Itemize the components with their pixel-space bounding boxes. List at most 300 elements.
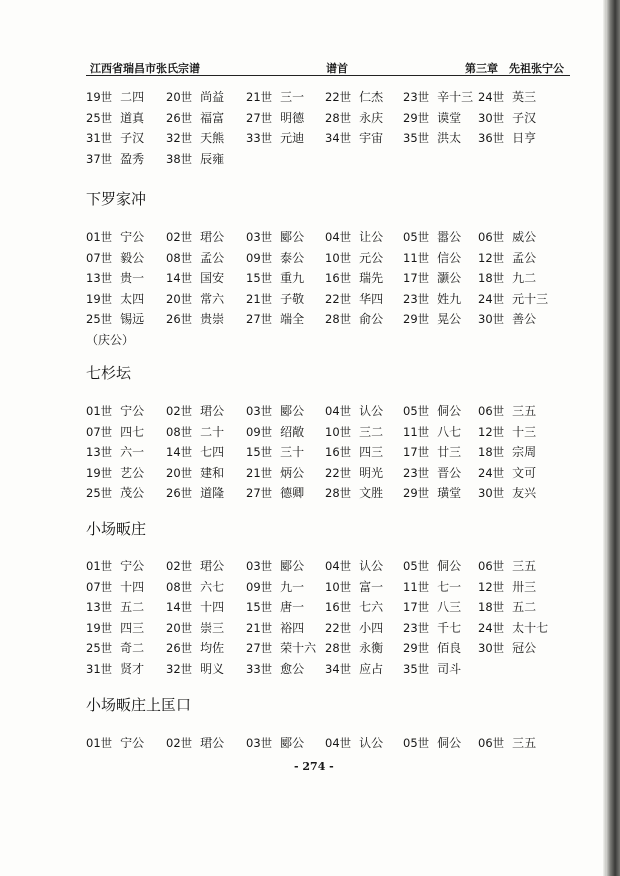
generation-number: 08世 <box>166 424 193 439</box>
generation-entry <box>86 88 144 105</box>
generation-number: 32世 <box>166 661 193 676</box>
generation-number: 09世 <box>246 250 273 265</box>
generation-number: 19世 <box>86 291 113 306</box>
generation-entry <box>86 269 144 286</box>
generation-number: 06世 <box>478 230 505 244</box>
ancestor-name: 珺公 <box>200 559 225 573</box>
generation-entry <box>166 660 224 677</box>
ancestor-name: 建和 <box>200 465 225 480</box>
ancestor-name: 珺公 <box>200 736 225 750</box>
ancestor-name: 道隆 <box>200 486 225 500</box>
generation-row <box>86 639 576 660</box>
ancestor-name: 三五 <box>512 736 537 750</box>
generation-number: 37世 <box>86 151 113 166</box>
generation-number: 23世 <box>403 465 430 480</box>
generation-number: 14世 <box>166 271 193 285</box>
ancestor-name: 辛十三 <box>437 90 474 104</box>
ancestor-name: 贵崇 <box>200 312 225 326</box>
generation-number: 28世 <box>325 312 352 326</box>
ancestor-name: 威公 <box>512 230 537 244</box>
generation-number: 20世 <box>166 291 193 306</box>
ancestor-name: 善公 <box>512 312 537 326</box>
generation-number: 22世 <box>325 90 352 104</box>
generation-number: 29世 <box>403 110 430 125</box>
generation-number: 34世 <box>325 661 352 676</box>
generation-entry <box>86 310 144 327</box>
generation-entry <box>246 88 304 105</box>
generation-entry <box>325 578 383 595</box>
ancestor-name: 宁公 <box>120 559 145 573</box>
generation-number: 17世 <box>403 445 430 459</box>
ancestor-name: 三一 <box>280 90 305 104</box>
generation-number: 08世 <box>166 250 193 265</box>
generation-entry <box>86 150 144 167</box>
generation-number: 20世 <box>166 90 193 104</box>
generation-entry <box>86 228 144 245</box>
generation-entry <box>166 734 224 751</box>
generation-entry <box>325 88 383 105</box>
ancestor-name: 洪太 <box>437 131 462 145</box>
header-chapter: 第三章 先祖张宁公 <box>465 62 564 75</box>
generation-entry <box>403 660 461 677</box>
ancestor-name: 晃公 <box>437 312 462 326</box>
ancestor-name: 华四 <box>359 291 384 306</box>
ancestor-name: 七四 <box>200 445 225 459</box>
ancestor-name: 文胜 <box>359 486 384 500</box>
generation-entry <box>86 484 144 501</box>
generation-entry <box>325 228 383 245</box>
ancestor-name: 宗周 <box>512 445 537 459</box>
ancestor-name: 侗公 <box>437 404 462 418</box>
ancestor-name: 应占 <box>359 661 384 676</box>
generation-number: 24世 <box>478 620 505 635</box>
generation-entry <box>478 578 536 595</box>
generation-entry <box>166 443 224 460</box>
generation-entry <box>478 310 536 327</box>
generation-entry <box>403 639 461 656</box>
generation-entry <box>166 88 224 105</box>
generation-number: 01世 <box>86 404 113 418</box>
generation-entry <box>325 443 383 460</box>
generation-entry <box>478 443 536 460</box>
generation-row <box>86 464 576 485</box>
generation-entry <box>86 290 144 307</box>
generation-entry <box>86 129 144 146</box>
ancestor-name: 常六 <box>200 291 225 306</box>
ancestor-name: 奇二 <box>120 641 145 655</box>
generation-number: 01世 <box>86 736 113 750</box>
generation-entry <box>403 598 461 615</box>
generation-number: 18世 <box>478 600 505 614</box>
generation-number: 07世 <box>86 579 113 594</box>
generation-entry <box>166 464 224 481</box>
generation-row <box>86 310 576 331</box>
generation-row <box>86 734 576 755</box>
generation-number: 29世 <box>403 312 430 326</box>
generation-number: 04世 <box>325 230 352 244</box>
ancestor-name: 三二 <box>359 424 384 439</box>
generation-number: 30世 <box>478 486 505 500</box>
generation-number: 13世 <box>86 445 113 459</box>
page-number: - 274 - <box>294 760 334 773</box>
ancestor-name: （庆公） <box>86 332 135 347</box>
ancestor-name: 宁公 <box>120 230 145 244</box>
generation-number: 15世 <box>246 445 273 459</box>
generation-entry <box>246 619 304 636</box>
ancestor-name: 泰公 <box>280 250 305 265</box>
generation-entry <box>403 619 461 636</box>
generation-entry <box>246 598 304 615</box>
ancestor-name: 荣十六 <box>280 641 317 655</box>
generation-entry <box>403 734 461 751</box>
ancestor-name: 三十 <box>280 445 305 459</box>
generation-number: 22世 <box>325 291 352 306</box>
generation-number: 34世 <box>325 131 352 145</box>
generation-entry <box>166 402 224 419</box>
generation-entry <box>478 484 536 501</box>
ancestor-name: 端全 <box>280 312 305 326</box>
header-section: 谱首 <box>326 62 348 75</box>
header-divider <box>86 75 570 76</box>
generation-number: 12世 <box>478 424 505 439</box>
generation-number: 30世 <box>478 312 505 326</box>
generation-entry <box>86 734 144 751</box>
ancestor-name: 英三 <box>512 90 537 104</box>
generation-row <box>86 423 576 444</box>
ancestor-name: 嚣公 <box>437 230 462 244</box>
generation-entry <box>246 228 304 245</box>
running-header <box>86 56 570 76</box>
generation-entry <box>166 484 224 501</box>
generation-entry <box>403 578 461 595</box>
generation-number: 24世 <box>478 90 505 104</box>
generation-entry <box>325 269 383 286</box>
ancestor-name: 珺公 <box>200 230 225 244</box>
ancestor-name: 六一 <box>120 445 145 459</box>
ancestor-name: 绍敞 <box>280 424 305 439</box>
generation-entry <box>246 557 304 574</box>
ancestor-name: 福富 <box>200 110 225 125</box>
ancestor-name: 二十 <box>200 424 225 439</box>
generation-number: 22世 <box>325 620 352 635</box>
generation-entry <box>403 249 461 266</box>
generation-entry <box>325 464 383 481</box>
generation-number: 26世 <box>166 641 193 655</box>
generation-entry <box>478 249 536 266</box>
ancestor-name: 九一 <box>280 579 305 594</box>
generation-number: 17世 <box>403 600 430 614</box>
generation-entry <box>325 423 383 440</box>
ancestor-name: 五二 <box>512 600 537 614</box>
ancestor-name: 孟公 <box>200 250 225 265</box>
generation-row <box>86 331 576 352</box>
ancestor-name: 珺公 <box>200 404 225 418</box>
ancestor-name: 元公 <box>359 250 384 265</box>
generation-number: 38世 <box>166 151 193 166</box>
generation-table-xialuojiachong <box>86 228 576 351</box>
generation-entry <box>478 598 536 615</box>
generation-entry <box>325 619 383 636</box>
generation-number: 25世 <box>86 110 113 125</box>
generation-number: 24世 <box>478 291 505 306</box>
generation-entry <box>325 249 383 266</box>
generation-entry <box>478 557 536 574</box>
ancestor-name: 富一 <box>359 579 384 594</box>
generation-entry <box>166 310 224 327</box>
generation-entry <box>403 310 461 327</box>
ancestor-name: 太十七 <box>512 620 549 635</box>
generation-number: 03世 <box>246 404 273 418</box>
generation-number: 22世 <box>325 465 352 480</box>
section-title-xialuojiachong: 下罗家冲 <box>86 190 147 208</box>
ancestor-name: 晋公 <box>437 465 462 480</box>
ancestor-name: 郾公 <box>280 736 305 750</box>
generation-number: 30世 <box>478 110 505 125</box>
generation-number: 12世 <box>478 250 505 265</box>
section-title-xiaochangfanzhuang: 小场畈庄 <box>86 520 147 538</box>
generation-entry <box>403 228 461 245</box>
ancestor-name: 卅三 <box>512 579 537 594</box>
ancestor-name: 永庆 <box>359 110 384 125</box>
generation-row <box>86 660 576 681</box>
ancestor-name: 仁杰 <box>359 90 384 104</box>
generation-entry <box>403 402 461 419</box>
ancestor-name: 佰良 <box>437 641 462 655</box>
generation-entry <box>246 423 304 440</box>
generation-entry <box>403 423 461 440</box>
ancestor-name: 二四 <box>120 90 145 104</box>
generation-entry <box>166 639 224 656</box>
ancestor-name: 十四 <box>200 600 225 614</box>
generation-number: 36世 <box>478 131 505 145</box>
generation-number: 20世 <box>166 620 193 635</box>
generation-entry <box>478 734 536 751</box>
generation-number: 27世 <box>246 110 273 125</box>
generation-entry <box>246 269 304 286</box>
ancestor-name: 十三 <box>512 424 537 439</box>
generation-entry <box>246 109 304 126</box>
generation-entry <box>166 423 224 440</box>
generation-row <box>86 578 576 599</box>
ancestor-name: 道真 <box>120 110 145 125</box>
ancestor-name: 俞公 <box>359 312 384 326</box>
book-binding-edge <box>606 0 620 876</box>
generation-entry <box>246 734 304 751</box>
generation-number: 33世 <box>246 661 273 676</box>
ancestor-name: 认公 <box>359 404 384 418</box>
ancestor-name: 日亨 <box>512 131 537 145</box>
ancestor-name: 小四 <box>359 620 384 635</box>
generation-number: 03世 <box>246 230 273 244</box>
ancestor-name: 姓九 <box>437 291 462 306</box>
generation-number: 28世 <box>325 641 352 655</box>
ancestor-name: 璜堂 <box>437 486 462 500</box>
generation-entry <box>166 129 224 146</box>
generation-row <box>86 228 576 249</box>
ancestor-name: 郾公 <box>280 230 305 244</box>
generation-number: 10世 <box>325 424 352 439</box>
generation-number: 08世 <box>166 579 193 594</box>
ancestor-name: 五二 <box>120 600 145 614</box>
generation-entry <box>166 249 224 266</box>
generation-entry <box>166 598 224 615</box>
generation-number: 04世 <box>325 559 352 573</box>
generation-entry <box>166 619 224 636</box>
generation-entry <box>86 443 144 460</box>
ancestor-name: 侗公 <box>437 559 462 573</box>
generation-entry <box>246 129 304 146</box>
generation-row <box>86 249 576 270</box>
generation-entry <box>86 331 134 348</box>
ancestor-name: 宇宙 <box>359 131 384 145</box>
generation-entry <box>86 402 144 419</box>
generation-entry <box>478 402 536 419</box>
generation-number: 15世 <box>246 600 273 614</box>
generation-entry <box>478 269 536 286</box>
generation-number: 19世 <box>86 465 113 480</box>
ancestor-name: 宁公 <box>120 404 145 418</box>
generation-entry <box>86 639 144 656</box>
generation-entry <box>325 598 383 615</box>
generation-number: 15世 <box>246 271 273 285</box>
generation-entry <box>246 578 304 595</box>
ancestor-name: 九二 <box>512 271 537 285</box>
generation-number: 14世 <box>166 600 193 614</box>
generation-entry <box>325 639 383 656</box>
generation-row <box>86 88 576 109</box>
generation-entry <box>478 639 536 656</box>
generation-number: 07世 <box>86 424 113 439</box>
generation-row <box>86 290 576 311</box>
ancestor-name: 四七 <box>120 424 145 439</box>
generation-number: 21世 <box>246 620 273 635</box>
generation-row <box>86 619 576 640</box>
ancestor-name: 认公 <box>359 559 384 573</box>
generation-number: 26世 <box>166 486 193 500</box>
generation-entry <box>166 578 224 595</box>
generation-number: 26世 <box>166 312 193 326</box>
ancestor-name: 炳公 <box>280 465 305 480</box>
generation-number: 03世 <box>246 559 273 573</box>
generation-number: 09世 <box>246 579 273 594</box>
ancestor-name: 八三 <box>437 600 462 614</box>
generation-row <box>86 109 576 130</box>
generation-entry <box>403 109 461 126</box>
generation-number: 18世 <box>478 271 505 285</box>
generation-entry <box>478 129 536 146</box>
ancestor-name: 重九 <box>280 271 305 285</box>
ancestor-name: 盈秀 <box>120 151 145 166</box>
ancestor-name: 辰雍 <box>200 151 225 166</box>
generation-entry <box>478 464 536 481</box>
generation-entry <box>478 290 548 307</box>
generation-number: 02世 <box>166 404 193 418</box>
ancestor-name: 十四 <box>120 579 145 594</box>
generation-entry <box>86 464 144 481</box>
generation-entry <box>246 310 304 327</box>
generation-number: 01世 <box>86 559 113 573</box>
generation-number: 23世 <box>403 90 430 104</box>
generation-number: 02世 <box>166 230 193 244</box>
section-title-shangkuangkou: 小场畈庄上匡口 <box>86 696 192 714</box>
ancestor-name: 信公 <box>437 250 462 265</box>
ancestor-name: 愈公 <box>280 661 305 676</box>
ancestor-name: 明德 <box>280 110 305 125</box>
ancestor-name: 唐一 <box>280 600 305 614</box>
ancestor-name: 国安 <box>200 271 225 285</box>
generation-entry <box>166 557 224 574</box>
generation-row <box>86 402 576 423</box>
ancestor-name: 灏公 <box>437 271 462 285</box>
ancestor-name: 锡远 <box>120 312 145 326</box>
generation-entry <box>86 578 144 595</box>
ancestor-name: 八七 <box>437 424 462 439</box>
ancestor-name: 裕四 <box>280 620 305 635</box>
generation-number: 01世 <box>86 230 113 244</box>
generation-row <box>86 484 576 505</box>
generation-entry <box>246 290 304 307</box>
generation-entry <box>246 660 304 677</box>
ancestor-name: 元迪 <box>280 131 305 145</box>
generation-number: 23世 <box>403 291 430 306</box>
ancestor-name: 友兴 <box>512 486 537 500</box>
ancestor-name: 认公 <box>359 736 384 750</box>
ancestor-name: 明义 <box>200 661 225 676</box>
generation-entry <box>403 443 461 460</box>
generation-row <box>86 443 576 464</box>
generation-number: 05世 <box>403 404 430 418</box>
ancestor-name: 千七 <box>437 620 462 635</box>
generation-entry <box>86 660 144 677</box>
generation-entry <box>325 129 383 146</box>
generation-entry <box>325 109 383 126</box>
ancestor-name: 六七 <box>200 579 225 594</box>
generation-row <box>86 269 576 290</box>
generation-number: 05世 <box>403 230 430 244</box>
header-book-title: 江西省瑞昌市张氏宗谱 <box>90 62 200 75</box>
generation-entry <box>325 734 383 751</box>
generation-number: 06世 <box>478 404 505 418</box>
generation-number: 19世 <box>86 90 113 104</box>
generation-entry <box>478 423 536 440</box>
generation-number: 16世 <box>325 445 352 459</box>
generation-number: 28世 <box>325 486 352 500</box>
generation-number: 26世 <box>166 110 193 125</box>
generation-number: 25世 <box>86 312 113 326</box>
generation-number: 29世 <box>403 486 430 500</box>
ancestor-name: 三五 <box>512 559 537 573</box>
ancestor-name: 让公 <box>359 230 384 244</box>
generation-number: 16世 <box>325 271 352 285</box>
generation-number: 07世 <box>86 250 113 265</box>
generation-number: 06世 <box>478 559 505 573</box>
generation-number: 13世 <box>86 600 113 614</box>
generation-number: 25世 <box>86 486 113 500</box>
generation-number: 19世 <box>86 620 113 635</box>
generation-number: 27世 <box>246 641 273 655</box>
generation-entry <box>478 228 536 245</box>
generation-number: 11世 <box>403 250 430 265</box>
generation-number: 27世 <box>246 312 273 326</box>
generation-entry <box>86 598 144 615</box>
generation-entry <box>166 290 224 307</box>
generation-number: 32世 <box>166 131 193 145</box>
generation-number: 06世 <box>478 736 505 750</box>
generation-table-qishantan <box>86 402 576 505</box>
ancestor-name: 瑞先 <box>359 271 384 285</box>
ancestor-name: 贵一 <box>120 271 145 285</box>
ancestor-name: 侗公 <box>437 736 462 750</box>
